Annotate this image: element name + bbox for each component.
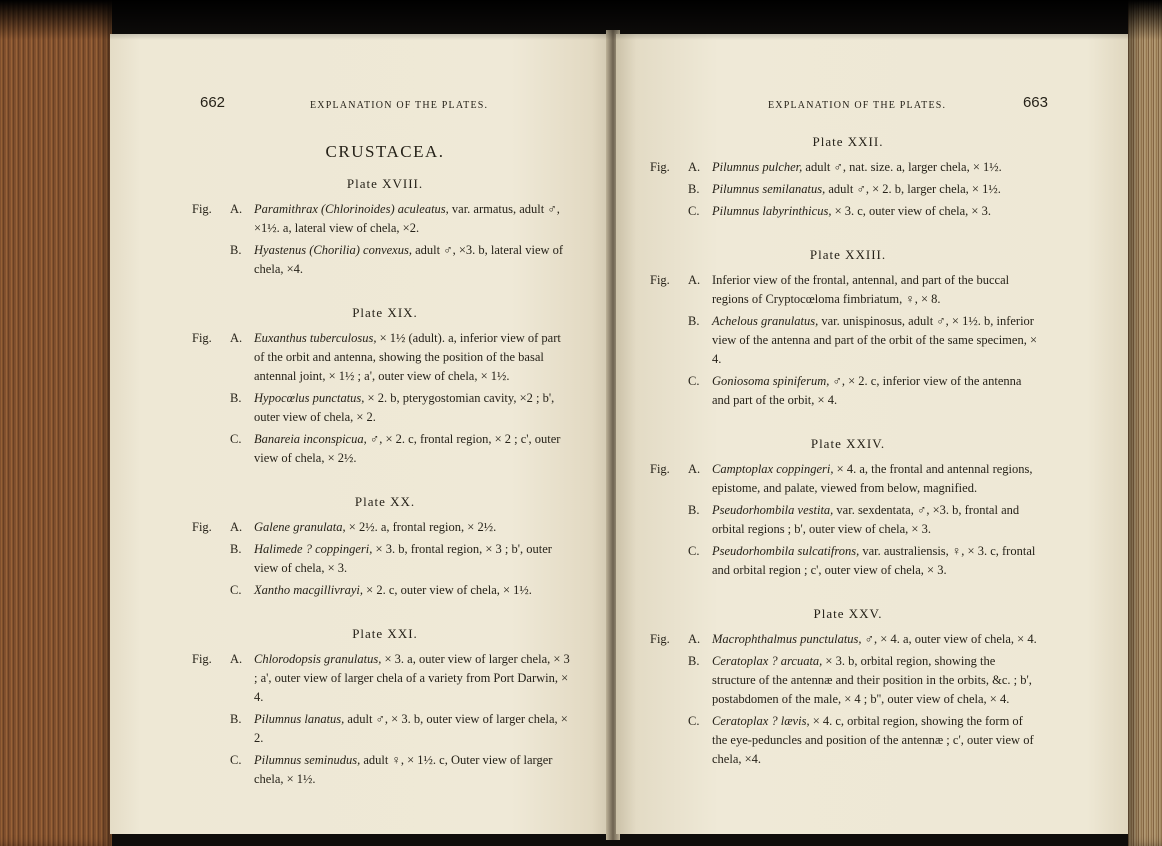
figure-description	[712, 460, 1038, 498]
figure-entry	[200, 540, 570, 578]
figure-entry	[200, 581, 570, 600]
right-page	[616, 34, 1128, 834]
section-title: CRUSTACEA.	[325, 142, 445, 161]
species-name: Pseudorhombila vestita,	[712, 503, 834, 517]
figure-description	[254, 200, 570, 238]
figure-entry	[658, 202, 1038, 221]
left-plate-list	[192, 176, 570, 789]
figure-entry	[658, 652, 1038, 709]
figure-text: Inferior view of the frontal, antennal, and part of the buccal regions of Cryptocœloma fimbriatum, ♀, × 8.	[712, 273, 1010, 306]
species-name: Pilumnus pulcher,	[712, 160, 803, 174]
figure-letter: A.	[688, 273, 701, 287]
figure-prefix: Fig.	[650, 160, 670, 174]
figure-letter: A.	[688, 160, 701, 174]
figure-prefix: Fig.	[192, 202, 212, 216]
figure-description	[712, 202, 1038, 221]
right-page-content	[650, 94, 1048, 772]
species-name: Halimede ? coppingeri,	[254, 542, 373, 556]
figure-description	[254, 581, 570, 600]
species-name: Euxanthus tuberculosus,	[254, 331, 377, 345]
figure-entry	[658, 712, 1038, 769]
figure-letter: A.	[688, 462, 701, 476]
figure-letter: A.	[230, 520, 243, 534]
figure-letter: C.	[230, 583, 242, 597]
figure-entry	[658, 501, 1038, 539]
figure-prefix: Fig.	[650, 632, 670, 646]
figure-text: ♂, × 2. c, frontal region, × 2 ; c', outer view of chela, × 2½.	[254, 432, 561, 465]
figure-letter: C.	[230, 753, 242, 767]
species-name: Galene granulata,	[254, 520, 346, 534]
figure-text: × 2½. a, frontal region, × 2½.	[348, 520, 497, 534]
species-name: Banareia inconspicua,	[254, 432, 367, 446]
figure-description	[712, 312, 1038, 369]
figure-letter: C.	[688, 204, 700, 218]
figure-letter: A.	[230, 331, 243, 345]
species-name: Achelous granulatus,	[712, 314, 819, 328]
plate-title: Plate XXIII.	[809, 247, 887, 262]
figure-text: adult ♂, ×3. b, lateral view of chela, ×4.	[254, 243, 564, 276]
figure-description	[254, 518, 570, 537]
species-name: Pseudorhombila sulcatifrons,	[712, 544, 860, 558]
left-running-title: EXPLANATION OF THE PLATES.	[310, 100, 489, 111]
figure-text: × 3. b, orbital region, showing the structure of the antennæ and their position in the orbits, &c. ; b', postabdomen of the male, × 4 ; b'', outer view of chela, × 4.	[712, 654, 1032, 706]
figure-entry	[200, 751, 570, 789]
species-name: Chlorodopsis granulatus,	[254, 652, 382, 666]
figure-text: × 3. b, frontal region, × 3 ; b', outer view of chela, × 3.	[254, 542, 552, 575]
figure-entry	[650, 158, 1038, 177]
figure-letter: A.	[230, 652, 243, 666]
species-name: Hyastenus (Chorilia) convexus,	[254, 243, 412, 257]
species-name: Camptoplax coppingeri,	[712, 462, 834, 476]
figure-text: adult ♂, × 2. b, larger chela, × 1½.	[828, 182, 1001, 196]
figure-prefix: Fig.	[192, 652, 212, 666]
figure-description	[712, 630, 1038, 649]
figure-text: ♂, × 4. a, outer view of chela, × 4.	[864, 632, 1037, 646]
species-name: Goniosoma spiniferum,	[712, 374, 830, 388]
figure-letter: A.	[230, 202, 243, 216]
figure-description	[712, 180, 1038, 199]
figure-text: adult ♂, × 3. b, outer view of larger chela, × 2.	[254, 712, 568, 745]
figure-prefix: Fig.	[192, 331, 212, 345]
figure-entry	[200, 430, 570, 468]
right-plate-list	[650, 134, 1038, 769]
right-running-title: EXPLANATION OF THE PLATES.	[768, 100, 947, 111]
plate-title: Plate XXI.	[352, 626, 418, 641]
figure-prefix: Fig.	[192, 520, 212, 534]
figure-text: × 1½ (adult). a, inferior view of part of the orbit and antenna, showing the position of the basal antennal joint, × 1½ ; a', outer view of chela, × 1½.	[254, 331, 561, 383]
figure-entry	[650, 630, 1038, 649]
species-name: Ceratoplax ? lævis,	[712, 714, 810, 728]
plate-title: Plate XIX.	[352, 305, 418, 320]
figure-letter: C.	[688, 714, 700, 728]
figure-text: × 2. c, outer view of chela, × 1½.	[366, 583, 532, 597]
species-name: Pilumnus labyrinthicus,	[712, 204, 832, 218]
figure-entry	[192, 518, 570, 537]
figure-text: adult ♂, nat. size. a, larger chela, × 1½.	[805, 160, 1002, 174]
species-name: Hypocœlus punctatus,	[254, 391, 365, 405]
figure-entry	[658, 372, 1038, 410]
figure-entry	[650, 271, 1038, 309]
species-name: Pilumnus lanatus,	[254, 712, 345, 726]
figure-text: × 3. a, outer view of larger chela, × 3 ; a', outer view of larger chela of a variety from Port Darwin, × 4.	[254, 652, 570, 704]
figure-letter: B.	[688, 182, 700, 196]
figure-description	[254, 650, 570, 707]
plate-title: Plate XX.	[354, 494, 416, 509]
left-page-number: 662	[200, 94, 226, 111]
plate-title: Plate XVIII.	[346, 176, 424, 191]
plate-title: Plate XXV.	[813, 606, 883, 621]
figure-text: × 2. b, pterygostomian cavity, ×2 ; b', outer view of chela, × 2.	[254, 391, 555, 424]
figure-description	[712, 712, 1038, 769]
figure-entry	[200, 389, 570, 427]
figure-entry	[200, 241, 570, 279]
book-page-edges-left	[0, 0, 112, 846]
plate-title: Plate XXIV.	[810, 436, 886, 451]
figure-text: ♂, × 2. c, inferior view of the antenna and part of the orbit, × 4.	[712, 374, 1022, 407]
figure-letter: B.	[230, 542, 242, 556]
figure-description	[712, 652, 1038, 709]
figure-letter: C.	[230, 432, 242, 446]
figure-description	[254, 389, 570, 427]
figure-entry	[192, 650, 570, 707]
figure-description	[712, 501, 1038, 539]
figure-prefix: Fig.	[650, 462, 670, 476]
figure-entry	[658, 180, 1038, 199]
plate-title: Plate XXII.	[812, 134, 884, 149]
left-running-head	[200, 94, 570, 120]
figure-text: var. armatus, adult ♂, ×1½. a, lateral view of chela, ×2.	[254, 202, 560, 235]
figure-entry	[658, 542, 1038, 580]
figure-text: var. australiensis, ♀, × 3. c, frontal and orbital region ; c', outer view of chela, × 3.	[712, 544, 1036, 577]
figure-description	[254, 430, 570, 468]
figure-entry	[650, 460, 1038, 498]
species-name: Pilumnus semilanatus,	[712, 182, 826, 196]
figure-letter: B.	[688, 314, 700, 328]
right-page-number: 663	[1022, 94, 1048, 111]
figure-description	[254, 540, 570, 578]
figure-letter: C.	[688, 374, 700, 388]
figure-description	[254, 241, 570, 279]
figure-description	[712, 372, 1038, 410]
figure-description	[254, 329, 570, 386]
figure-text: × 4. a, the frontal and antennal regions, epistome, and palate, viewed from below, magnified.	[712, 462, 1033, 495]
figure-letter: C.	[688, 544, 700, 558]
species-name: Xantho macgillivrayi,	[254, 583, 364, 597]
figure-description	[712, 271, 1038, 309]
species-name: Macrophthalmus punctulatus,	[712, 632, 862, 646]
figure-letter: B.	[230, 243, 242, 257]
figure-text: × 3. c, outer view of chela, × 3.	[834, 204, 991, 218]
figure-letter: B.	[688, 503, 700, 517]
figure-entry	[192, 329, 570, 386]
figure-description	[712, 158, 1038, 177]
figure-letter: B.	[688, 654, 700, 668]
figure-text: var. unispinosus, adult ♂, × 1½. b, inferior view of the antenna and part of the orbit of the same specimen, × 4.	[712, 314, 1037, 366]
figure-description	[712, 542, 1038, 580]
figure-letter: B.	[230, 712, 242, 726]
book-page-edges-right	[1128, 0, 1162, 846]
right-running-head	[658, 94, 1048, 120]
figure-entry	[200, 710, 570, 748]
species-name: Paramithrax (Chlorinoides) aculeatus,	[254, 202, 449, 216]
species-name: Ceratoplax ? arcuata,	[712, 654, 823, 668]
species-name: Pilumnus seminudus,	[254, 753, 361, 767]
figure-letter: A.	[688, 632, 701, 646]
figure-text: × 4. c, orbital region, showing the form of the eye-peduncles and position of the antennæ ; c', outer view of chela, ×4.	[712, 714, 1034, 766]
figure-prefix: Fig.	[650, 273, 670, 287]
figure-entry	[192, 200, 570, 238]
figure-text: adult ♀, × 1½. c, Outer view of larger chela, × 1½.	[254, 753, 553, 786]
left-page	[110, 34, 612, 834]
left-page-content	[192, 94, 570, 792]
figure-entry	[658, 312, 1038, 369]
figure-text: var. sexdentata, ♂, ×3. b, frontal and orbital regions ; b', outer view of chela, × 3.	[712, 503, 1020, 536]
figure-description	[254, 751, 570, 789]
figure-letter: B.	[230, 391, 242, 405]
figure-description	[254, 710, 570, 748]
